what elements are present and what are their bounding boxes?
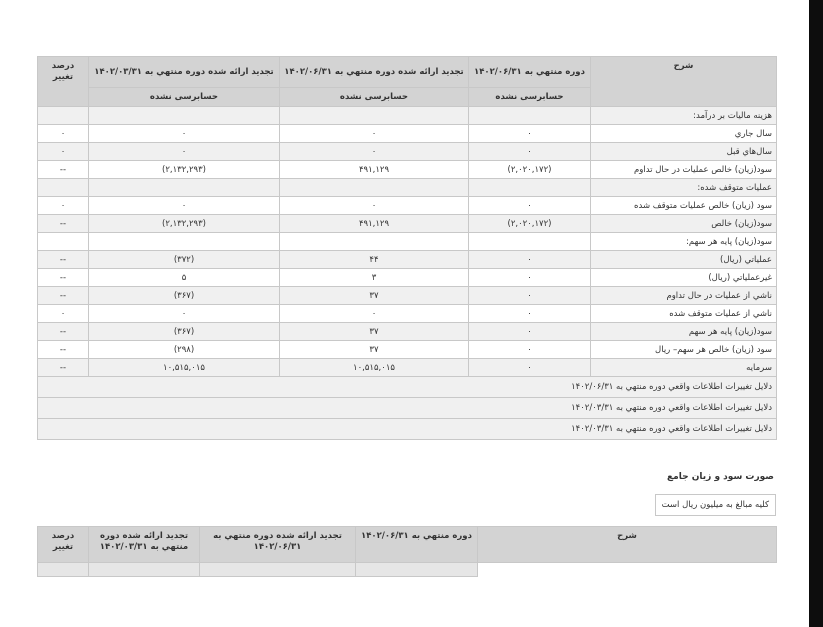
cell-value: ۳۷ [280,287,469,305]
table-row [38,251,777,269]
unit-note: کليه مبالغ به ميليون ريال است [655,494,776,516]
table-row [38,143,777,161]
cell-value [469,107,591,125]
cell-value [469,233,591,251]
cell-value: -- [38,341,89,359]
cell-value: -- [38,161,89,179]
cell-value [38,107,89,125]
note-row [38,377,777,398]
cell-value: ۱۰,۵۱۵,۰۱۵ [89,359,280,377]
cell-value: ۴۹۱,۱۲۹ [280,215,469,233]
cell-value: ۰ [280,197,469,215]
cell-value: -- [38,323,89,341]
table-row [38,287,777,305]
cell-value [280,179,469,197]
cell-value: ۰ [280,125,469,143]
cell-value: -- [38,287,89,305]
header-restated-1: تجديد ارائه شده دوره منتهي به ۱۴۰۲/۰۶/۳۱ [280,57,469,88]
cell-value: ۳۷ [280,341,469,359]
empty-cell [356,563,478,577]
row-label: سود(زيان) پايه هر سهم: [591,233,777,251]
table-row [38,161,777,179]
cell-value: (۳۷۲) [89,251,280,269]
cell-value: (۳۶۷) [89,323,280,341]
cell-value: -- [38,269,89,287]
table-row [38,179,777,197]
row-label: ناشي از عمليات در حال تداوم [591,287,777,305]
cell-value: ۰ [89,305,280,323]
cell-value: ۰ [38,305,89,323]
table-row [38,125,777,143]
cell-value: ۰ [469,143,591,161]
cell-value: ۰ [469,341,591,359]
table-row [38,107,777,125]
table-row [38,215,777,233]
cell-value: ۰ [469,287,591,305]
cell-value: ۰ [469,305,591,323]
header-audit-status: حسابرسی نشده [89,88,280,107]
cell-value: -- [38,215,89,233]
cell-value: ۰ [469,197,591,215]
cell-value: (۲۹۸) [89,341,280,359]
header-period: دوره منتهي به ۱۴۰۲/۰۶/۳۱ [356,527,478,563]
cell-value: ۰ [469,323,591,341]
header-change-pct: درصد تغيير [38,57,89,107]
note-row [38,419,777,440]
cell-value: ۰ [469,125,591,143]
cell-value: (۲,۰۲۰,۱۷۲) [469,215,591,233]
note-row [38,398,777,419]
cell-value: -- [38,359,89,377]
cell-value [89,233,280,251]
row-label: سود(زيان) خالص عمليات در حال تداوم [591,161,777,179]
cell-value: ۰ [469,269,591,287]
header-description: شرح [591,57,777,107]
note-text: دلايل تغييرات اطلاعات واقعي دوره منتهي به ۱۴۰۲/۰۳/۳۱ [38,419,777,440]
header-audit-status: حسابرسی نشده [280,88,469,107]
header-restated-2: تجديد ارائه شده دوره منتهي به ۱۴۰۲/۰۳/۳۱ [89,527,200,563]
comprehensive-income-table [37,526,777,577]
header-change-pct: درصد تغيير [38,527,89,563]
cell-value: ۵ [89,269,280,287]
empty-cell [89,563,200,577]
header-description: شرح [478,527,777,563]
row-label: هزينه ماليات بر درآمد: [591,107,777,125]
cell-value: ۳۷ [280,323,469,341]
row-label: عمليات متوقف شده: [591,179,777,197]
row-label: سود (زيان) خالص هر سهم– ريال [591,341,777,359]
row-label: سود (زيان) خالص عمليات متوقف شده [591,197,777,215]
table-row [38,323,777,341]
cell-value: ۰ [89,125,280,143]
row-label: سود(زيان) پايه هر سهم [591,323,777,341]
header-audit-status: حسابرسی نشده [469,88,591,107]
cell-value: ۰ [469,251,591,269]
row-label: سرمايه [591,359,777,377]
row-label: ناشي از عمليات متوقف شده [591,305,777,323]
cell-value: -- [38,251,89,269]
row-label: سال جاري [591,125,777,143]
cell-value: (۳۶۷) [89,287,280,305]
cell-value [38,233,89,251]
header-restated-2: تجديد ارائه شده دوره منتهي به ۱۴۰۲/۰۳/۳۱ [89,57,280,88]
table-row [38,341,777,359]
header-restated-1: تجديد ارائه شده دوره منتهي به ۱۴۰۲/۰۶/۳۱ [200,527,356,563]
cell-value [469,179,591,197]
screen-edge-bar [809,0,823,627]
cell-value: ۴۹۱,۱۲۹ [280,161,469,179]
cell-value [89,179,280,197]
empty-cell [38,563,89,577]
cell-value [280,107,469,125]
cell-value [280,233,469,251]
cell-value [38,179,89,197]
row-label: عملياتي (ريال) [591,251,777,269]
cell-value: (۲,۱۳۲,۲۹۳) [89,161,280,179]
cell-value: ۰ [280,305,469,323]
cell-value: ۴۴ [280,251,469,269]
cell-value: (۲,۰۲۰,۱۷۲) [469,161,591,179]
section-title-comprehensive: صورت سود و زيان جامع [666,472,774,482]
table-row [38,359,777,377]
cell-value [89,107,280,125]
cell-value: ۱۰,۵۱۵,۰۱۵ [280,359,469,377]
cell-value: ۰ [38,143,89,161]
empty-cell [478,563,777,577]
cell-value: ۰ [469,359,591,377]
header-period: دوره منتهي به ۱۴۰۲/۰۶/۳۱ [469,57,591,88]
table-row [38,305,777,323]
cell-value: (۲,۱۳۲,۲۹۳) [89,215,280,233]
cell-value: ۳ [280,269,469,287]
row-label: سود(زيان) خالص [591,215,777,233]
empty-cell [200,563,356,577]
income-statement-table [37,56,777,440]
cell-value: ۰ [38,125,89,143]
cell-value: ۰ [38,197,89,215]
row-label: غيرعملياتي (ريال) [591,269,777,287]
table-row [38,233,777,251]
table-row [38,269,777,287]
note-text: دلايل تغييرات اطلاعات واقعي دوره منتهي به ۱۴۰۲/۰۳/۳۱ [38,398,777,419]
note-text: دلايل تغييرات اطلاعات واقعي دوره منتهي به ۱۴۰۲/۰۶/۳۱ [38,377,777,398]
table-row [38,197,777,215]
cell-value: ۰ [89,197,280,215]
cell-value: ۰ [280,143,469,161]
row-label: سال‌هاي قبل [591,143,777,161]
cell-value: ۰ [89,143,280,161]
